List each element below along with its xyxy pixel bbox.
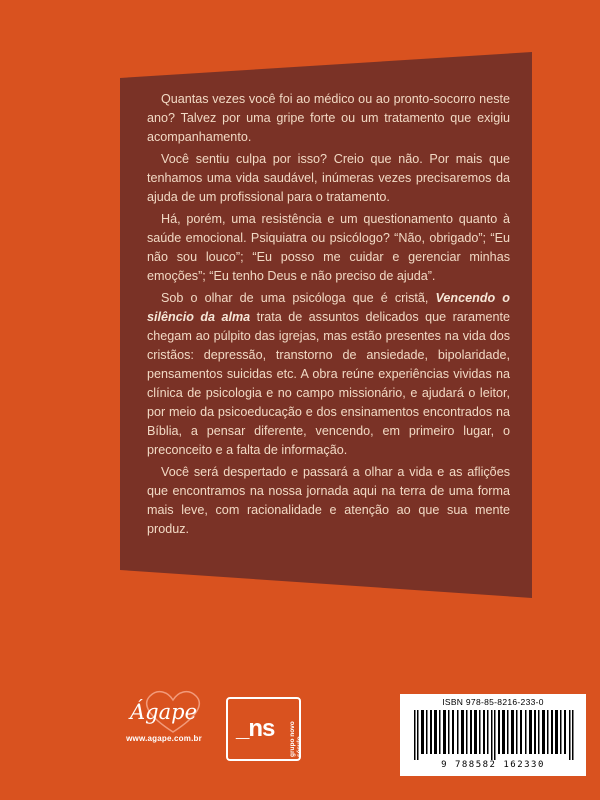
novo-seculo-logo [226, 697, 301, 761]
back-cover-text [147, 90, 510, 542]
paragraph-4-end: trata de assuntos delicados que raramente chegam ao púlpito das igrejas, mas estão presentes na vida dos cristãos: depressão, transtorno de ansiedade, bipolaridade, pensamentos suicidas etc. A obra reúne experiências vividas na clínica de psicologia e no campo missionário, e ajudará o leitor, por meio da psicoeducação e dos ensinamentos encontrados na Bíblia, a pensar diferente, vencendo, em primeiro lugar, o preconceito e a falta de informação. [147, 310, 511, 457]
barcode-icon [412, 710, 576, 760]
paragraph-1: Quantas vezes você foi ao médico ou ao pronto-socorro neste ano? Talvez por uma gripe forte ou um tratamento que exigiu acompanhamento. [147, 92, 510, 144]
agape-url: www.agape.com.br [126, 734, 202, 743]
book-title: Vencendo o silêncio da alma [147, 291, 510, 324]
ns-logo-text: _ns [236, 715, 275, 742]
paragraph-5: Você será despertado e passará a olhar a vida e as aflições que encontramos na nossa jornada aqui na terra de uma forma mais leve, com racionalidade e atenção ao que sua mente produz. [147, 465, 510, 536]
paragraph-2: Você sentiu culpa por isso? Creio que não. Por mais que tenhamos uma vida saudável, inúmeras vezes precisaremos da ajuda de um profissional para o tratamento. [147, 152, 510, 204]
agape-name: Ágape [130, 700, 197, 724]
paragraph-4-start: Sob o olhar de uma psicóloga que é cristã, [161, 291, 436, 305]
ns-side-text: grupo novo século [289, 721, 303, 757]
isbn-barcode-box [400, 694, 586, 776]
paragraph-4 [147, 289, 510, 460]
paragraph-3: Há, porém, uma resistência e um questionamento quanto à saúde emocional. Psiquiatra ou psicólogo? “Não, obrigado”; “Eu não sou louco”; “Eu posso me cuidar e gerenciar minhas emoções”; “Eu tenho Deus e não preciso de ajuda”. [147, 212, 510, 283]
isbn-digits: 9 788582 162330 [441, 760, 545, 770]
agape-logo [118, 690, 210, 750]
isbn-label: ISBN 978-85-8216-233-0 [442, 697, 544, 707]
